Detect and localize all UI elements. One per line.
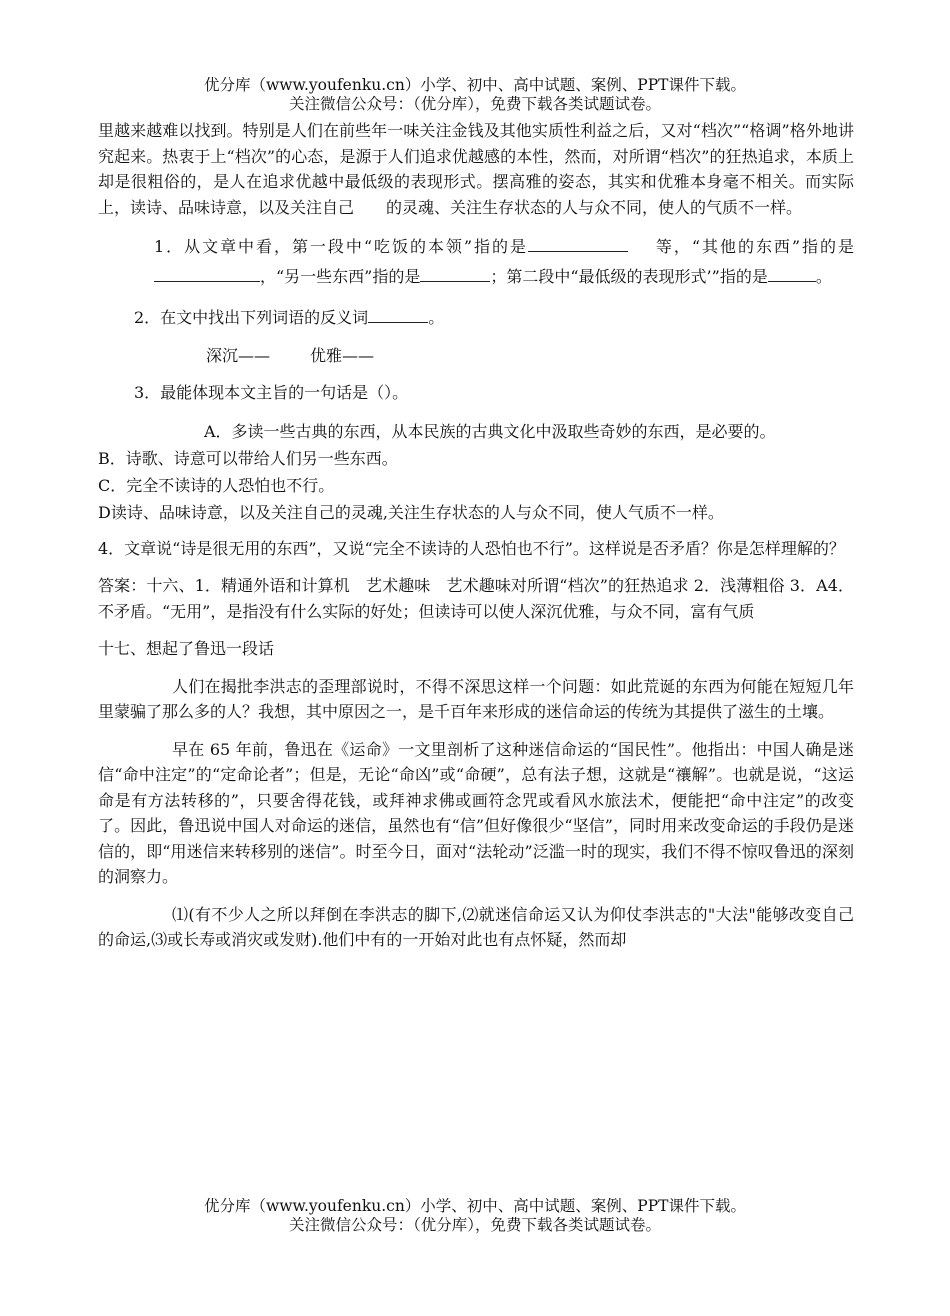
section-17-paragraph-3: ⑴(有不少人之所以拜倒在李洪志的脚下,⑵就迷信命运又认为仰仗李洪志的"大法"能够改变自己的命运,⑶或长寿或消灾或发财).他们中有的一开始对此也有点怀疑，然而却 [98, 904, 854, 949]
q2-blank [368, 304, 428, 323]
page-footer [0, 1197, 950, 1235]
section-17-title: 十七、想起了鲁迅一段话 [98, 639, 275, 658]
footer-line-1: 优分库（www.youfenku.cn）小学、初中、高中试题、案例、PPT课件下载。 [203, 1197, 747, 1215]
q1-text-1: 1．从文章中看，第一段中“吃饭的本领”指的是 [154, 237, 528, 256]
q2-text: 2．在文中找出下列词语的反义词 [134, 308, 369, 327]
passage-tail: 里越来越难以找到。特别是人们在前些年一味关注金钱及其他实质性利益之后，又对“档次”“格调”格外地讲究起来。热衷于上“档次”的心态，是源于人们追求优越感的本性，然而，对所谓“档次”的狂热追求，本质上却是很粗俗的，是人在追求优越中最低级的表现形式。摆高雅的姿态，其实和优雅本身毫不相关。而实际上，读诗、品味诗意，以及关注自己 的灵魂、关注生存状态的人与众不同，使人的气质不一样。 [98, 121, 854, 217]
q1-text-2: 等，“其他的东西”指的是 [653, 237, 854, 256]
header-line-1: 优分库（www.youfenku.cn）小学、初中、高中试题、案例、PPT课件下载。 [203, 76, 747, 94]
page-header [0, 76, 950, 114]
question-3-options [98, 418, 854, 526]
q1-blank-4 [768, 263, 816, 282]
q1-text-4: ；第二段中“最低级的表现形式’”指的是 [490, 267, 768, 286]
section-17-paragraph-1: 人们在揭批李洪志的歪理部说时，不得不深思这样一个问题：如此荒诞的东西为何能在短短几年里蒙骗了那么多的人？我想，其中原因之一，是千百年来形成的迷信命运的传统为其提供了滋生的土壤。 [98, 676, 854, 721]
answer-key: 答案：十六、1．精通外语和计算机 艺术趣味 艺术趣味对所谓“档次”的狂热追求 2．浅薄粗俗 3．A4．不矛盾。“无用”，是指没有什么实际的好处；但读诗可以使人深沉优雅，与众不同，富有气质 [98, 576, 854, 621]
antonym-word-1: 深沉—— [206, 345, 271, 365]
question-2 [98, 304, 854, 331]
option-c: C．完全不读诗的人恐怕也不行。 [98, 475, 335, 495]
q1-blank-1 [528, 233, 628, 252]
antonym-word-2: 优雅—— [310, 345, 375, 365]
document-body [98, 118, 854, 965]
antonym-words [98, 343, 854, 369]
q2-end: 。 [428, 308, 445, 327]
q1-text-5: 。 [815, 267, 832, 286]
section-17-paragraph-2: 早在 65 年前，鲁迅在《运命》一文里剖析了这种迷信命运的“国民性”。他指出：中国人确是迷信“命中注定”的“定命论者”；但是，无论“命凶”或“命硬”，总有法子想，这就是“禳解”。也就是说，“这运命是有方法转移的”，只要舍得花钱，或拜神求佛或画符念咒或看风水旅法术，便能把“命中注定”的改变了。因此，鲁迅说中国人对命运的迷信，虽然也有“信”但好像很少“坚信”，同时用来改变命运的手段仍是迷信的，即“用迷信来转移别的迷信”。时至今日，面对“法轮动”泛滥一时的现实，我们不得不惊叹鲁迅的深刻的洞察力。 [98, 739, 854, 886]
option-a: A．多读一些古典的东西，从本民族的古典文化中汲取些奇妙的东西，是必要的。 [204, 421, 776, 441]
question-4: 4．文章说“诗是很无用的东西”，又说“完全不读诗的人恐怕也不行”。这样说是否矛盾？你是怎样理解的？ [98, 538, 845, 558]
question-3: 3．最能体现本文主旨的一句话是（）。 [134, 383, 409, 402]
q1-text-3: ，“另一些东西”指的是 [260, 267, 421, 286]
header-line-2: 关注微信公众号：（优分库），免费下载各类试题试卷。 [288, 95, 661, 113]
footer-line-2: 关注微信公众号：（优分库），免费下载各类试题试卷。 [288, 1216, 661, 1234]
q1-blank-2 [154, 263, 260, 282]
question-1 [98, 232, 854, 292]
option-b: B．诗歌、诗意可以带给人们另一些东西。 [98, 448, 398, 468]
option-d: D读诗、品味诗意，以及关注自己的灵魂,关注生存状态的人与众不同，使人气质不一样。 [98, 502, 724, 522]
q1-blank-3 [420, 263, 490, 282]
